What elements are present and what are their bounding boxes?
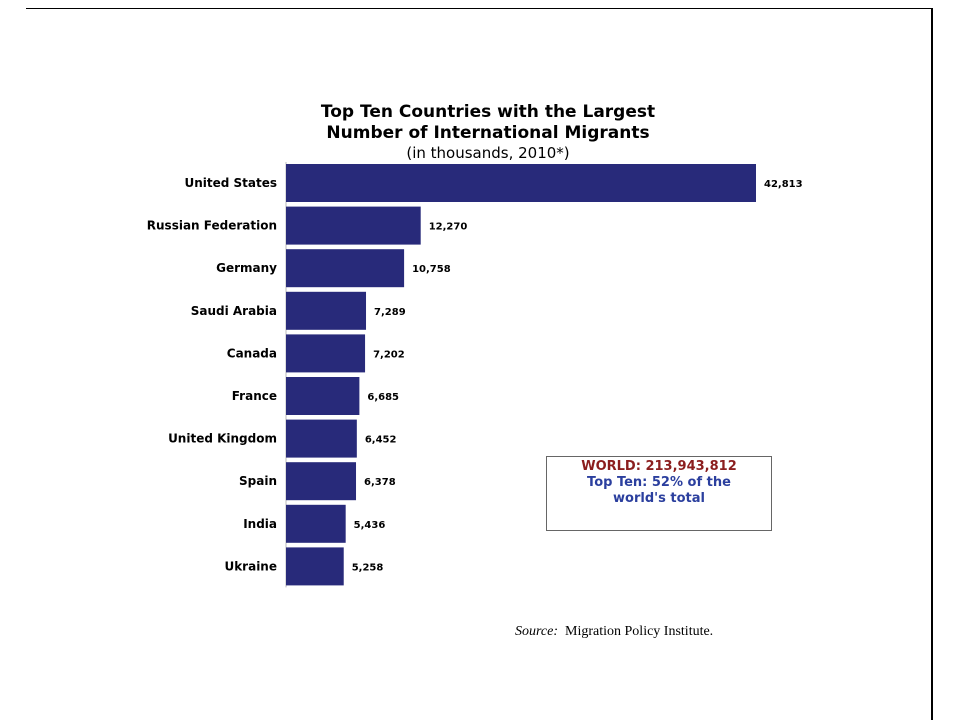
category-label-united-states: United States xyxy=(184,176,277,190)
source-label: Source: xyxy=(515,624,559,639)
bar-germany xyxy=(286,249,404,287)
chart-title-line-2: Number of International Migrants xyxy=(326,123,650,143)
value-label-india: 5,436 xyxy=(353,519,386,531)
value-label-united-states: 42,813 xyxy=(764,179,803,190)
bar-india xyxy=(286,505,346,543)
category-label-ukraine: Ukraine xyxy=(224,559,277,574)
category-label-india: India xyxy=(243,516,277,531)
chart-title-line-1: Top Ten Countries with the Largest xyxy=(320,102,656,122)
category-label-saudi-arabia: Saudi Arabia xyxy=(190,303,277,318)
category-label-canada: Canada xyxy=(226,346,277,361)
category-label-france: France xyxy=(231,389,277,403)
chart-subtitle: (in thousands, 2010*) xyxy=(406,144,570,162)
world-total-text: WORLD: 213,943,812 xyxy=(581,459,737,474)
value-label-ukraine: 5,258 xyxy=(351,562,384,574)
value-label-canada: 7,202 xyxy=(373,349,405,361)
bar-canada xyxy=(286,334,365,372)
value-label-germany: 10,758 xyxy=(412,264,451,276)
top-ten-share-line-1: Top Ten: 52% of the xyxy=(587,475,731,490)
value-label-spain: 6,378 xyxy=(364,477,396,489)
category-label-united-kingdom: United Kingdom xyxy=(168,431,277,446)
world-total-callout xyxy=(546,456,772,531)
category-label-spain: Spain xyxy=(239,474,277,489)
value-label-russian-federation: 12,270 xyxy=(428,221,468,233)
bar-russian-federation xyxy=(286,207,421,245)
bar-france xyxy=(286,377,359,415)
category-label-germany: Germany xyxy=(216,261,277,276)
bar-ukraine xyxy=(286,547,344,585)
bar-united-states xyxy=(286,164,756,202)
bar-spain xyxy=(286,462,356,500)
value-label-france: 6,685 xyxy=(367,392,400,403)
value-label-united-kingdom: 6,452 xyxy=(364,434,397,446)
source-note xyxy=(515,624,713,640)
source-text: Migration Policy Institute. xyxy=(565,624,714,639)
value-label-saudi-arabia: 7,289 xyxy=(374,306,406,318)
bar-saudi-arabia xyxy=(286,292,366,330)
category-label-russian-federation: Russian Federation xyxy=(146,218,277,233)
bar-united-kingdom xyxy=(286,420,357,458)
top-ten-share-line-2: world's total xyxy=(613,491,705,506)
